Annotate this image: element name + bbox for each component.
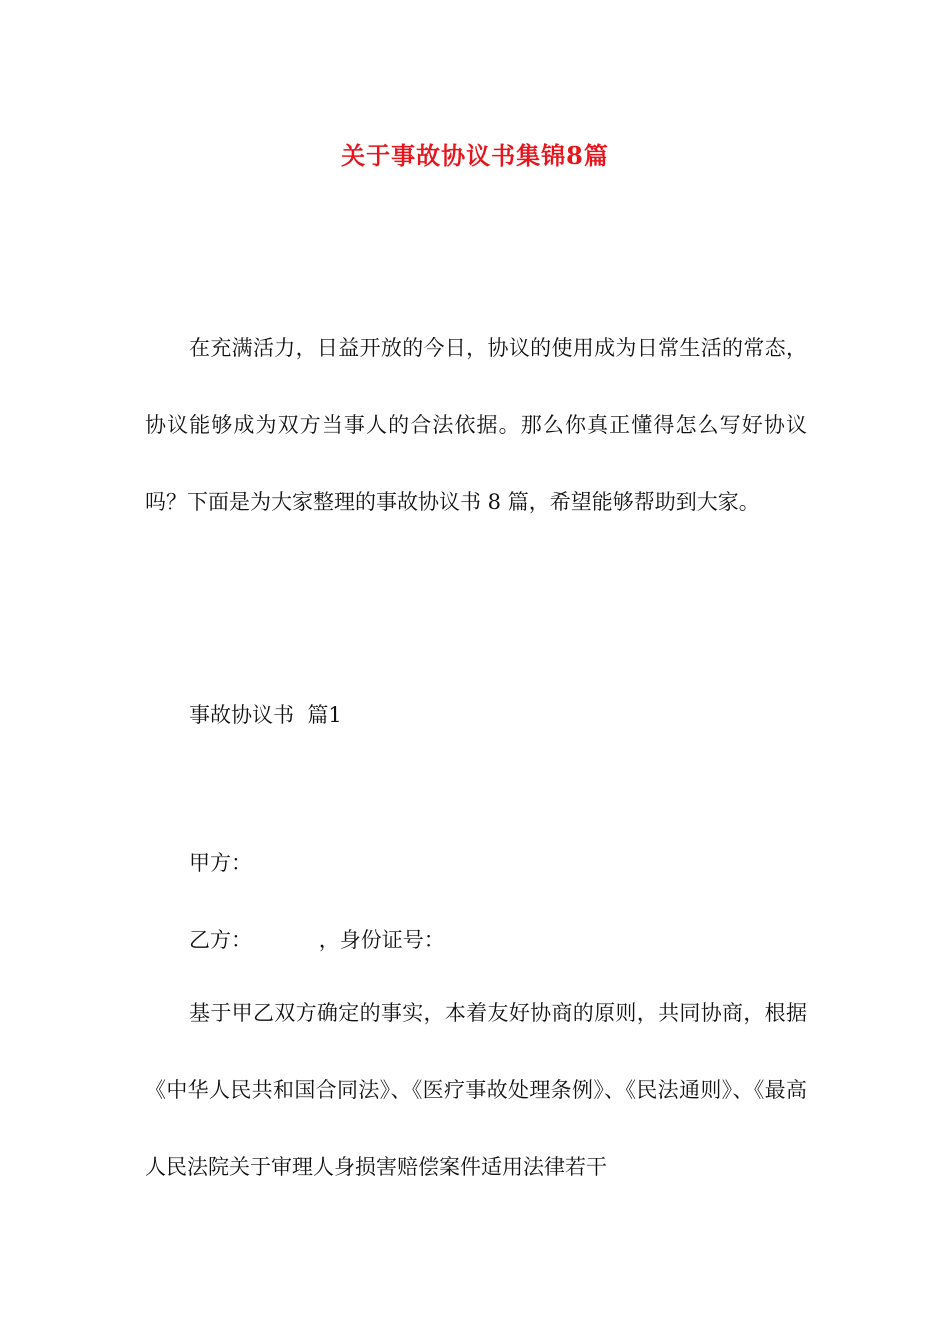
party-b-line: 乙方： ，身份证号： xyxy=(189,928,445,952)
section-heading: 事故协议书 篇1 xyxy=(189,703,342,727)
intro-paragraph: 在充满活力，日益开放的今日，协议的使用成为日常生活的常态，协议能够成为双方当事人的合法依据。那么你真正懂得怎么写好协议吗？下面是为大家整理的事故协议书 8 篇，希望能够帮助到大家。 xyxy=(145,336,807,514)
party-a-line: 甲方： xyxy=(189,851,252,875)
body-paragraph: 基于甲乙双方确定的事实，本着友好协商的原则，共同协商，根据《中华人民共和国合同法》、《医疗事故处理条例》、《民法通则》、《最高人民法院关于审理人身损害赔偿案件适用法律若干 xyxy=(145,1001,807,1179)
document-title: 关于事故协议书集锦8篇 xyxy=(341,141,609,170)
